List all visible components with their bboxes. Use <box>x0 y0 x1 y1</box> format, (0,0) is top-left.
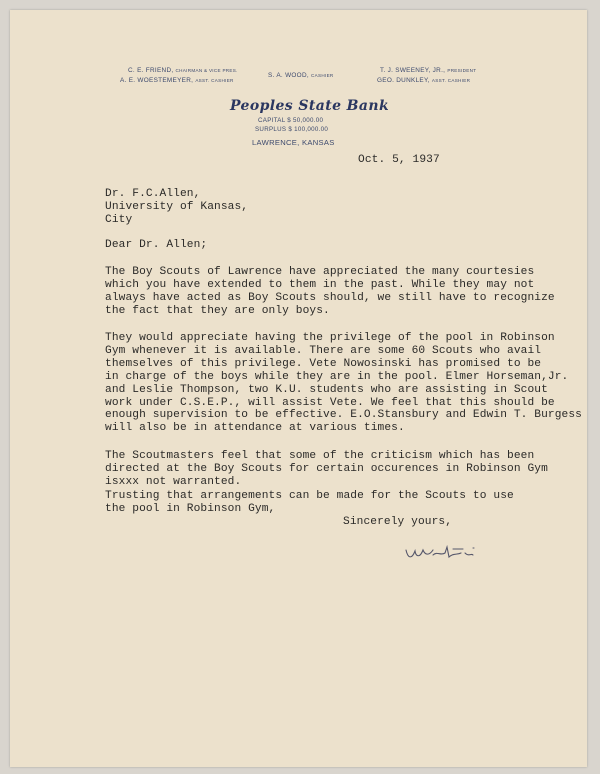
officer-asst-cashier-right <box>377 77 470 84</box>
body-paragraph-4 <box>105 490 514 516</box>
letter-date: Oct. 5, 1937 <box>358 154 440 166</box>
officer-role: CASHIER <box>311 73 334 78</box>
body-line: enough supervision to be effective. E.O.Stansbury and Edwin T. Burgess <box>105 409 582 422</box>
body-line: will also be in attendance at various times. <box>105 422 405 435</box>
body-line: isxxx not warranted. <box>105 475 242 488</box>
officer-role: ASST. CASHIER <box>431 78 471 83</box>
bank-capital: CAPITAL $ 50,000.00 <box>258 117 324 124</box>
officer-president <box>380 67 476 74</box>
body-line: the pool in Robinson Gym, <box>105 502 276 515</box>
signature <box>403 541 493 565</box>
officer-name: T. J. SWEENEY, JR., <box>380 67 446 74</box>
officer-role: PRESIDENT <box>447 68 477 73</box>
body-line: The Scoutmasters feel that some of the criticism which has been <box>105 450 535 462</box>
body-paragraph-3 <box>105 450 548 489</box>
body-line: The Boy Scouts of Lawrence have appreciated the many courtesies <box>105 266 535 278</box>
officer-name: A. E. WOESTEMEYER, <box>120 77 194 84</box>
recipient-line: City <box>105 213 133 226</box>
body-paragraph-2 <box>105 332 582 435</box>
letter-page <box>10 10 587 767</box>
body-line: always have acted as Boy Scouts should, we still have to recognize <box>105 291 555 304</box>
recipient-block <box>105 188 248 227</box>
officer-name: C. E. FRIEND, <box>128 67 174 74</box>
body-line: They would appreciate having the privilege of the pool in Robinson <box>105 332 555 344</box>
body-line: Trusting that arrangements can be made for the Scouts to use <box>105 490 514 502</box>
body-paragraph-1 <box>105 266 555 318</box>
body-line: the fact that they are only boys. <box>105 304 330 317</box>
officer-role: ASST. CASHIER <box>195 78 234 83</box>
bank-city: LAWRENCE, KANSAS <box>252 138 335 147</box>
body-line: in charge of the boys while they are in the pool. Elmer Horseman,Jr. <box>105 370 569 383</box>
recipient-line: Dr. F.C.Allen, <box>105 188 201 200</box>
officer-name: GEO. DUNKLEY, <box>377 77 430 84</box>
bank-surplus: SURPLUS $ 100,000.00 <box>255 126 329 133</box>
bank-name: Peoples State Bank <box>230 98 390 114</box>
officer-chairman <box>128 67 238 74</box>
body-line: work under C.S.E.P., will assist Vete. We feel that this should be <box>105 396 555 409</box>
officer-cashier <box>268 72 334 79</box>
body-line: directed at the Boy Scouts for certain occurences in Robinson Gym <box>105 462 548 475</box>
body-line: and Leslie Thompson, two K.U. students who are assisting in Scout <box>105 383 548 396</box>
recipient-line: University of Kansas, <box>105 200 249 213</box>
body-line: which you have extended to them in the past. While they may not <box>105 278 535 291</box>
body-line: Gym whenever it is available. There are some 60 Scouts who avail <box>105 344 542 357</box>
officer-asst-cashier-left <box>120 77 234 84</box>
officer-name: S. A. WOOD, <box>268 72 309 79</box>
officer-role: CHAIRMAN & VICE PRES. <box>175 68 238 73</box>
closing: Sincerely yours, <box>343 516 453 528</box>
salutation: Dear Dr. Allen; <box>105 239 208 251</box>
body-line: themselves of this privilege. Vete Nowosinski has promised to be <box>105 357 542 370</box>
